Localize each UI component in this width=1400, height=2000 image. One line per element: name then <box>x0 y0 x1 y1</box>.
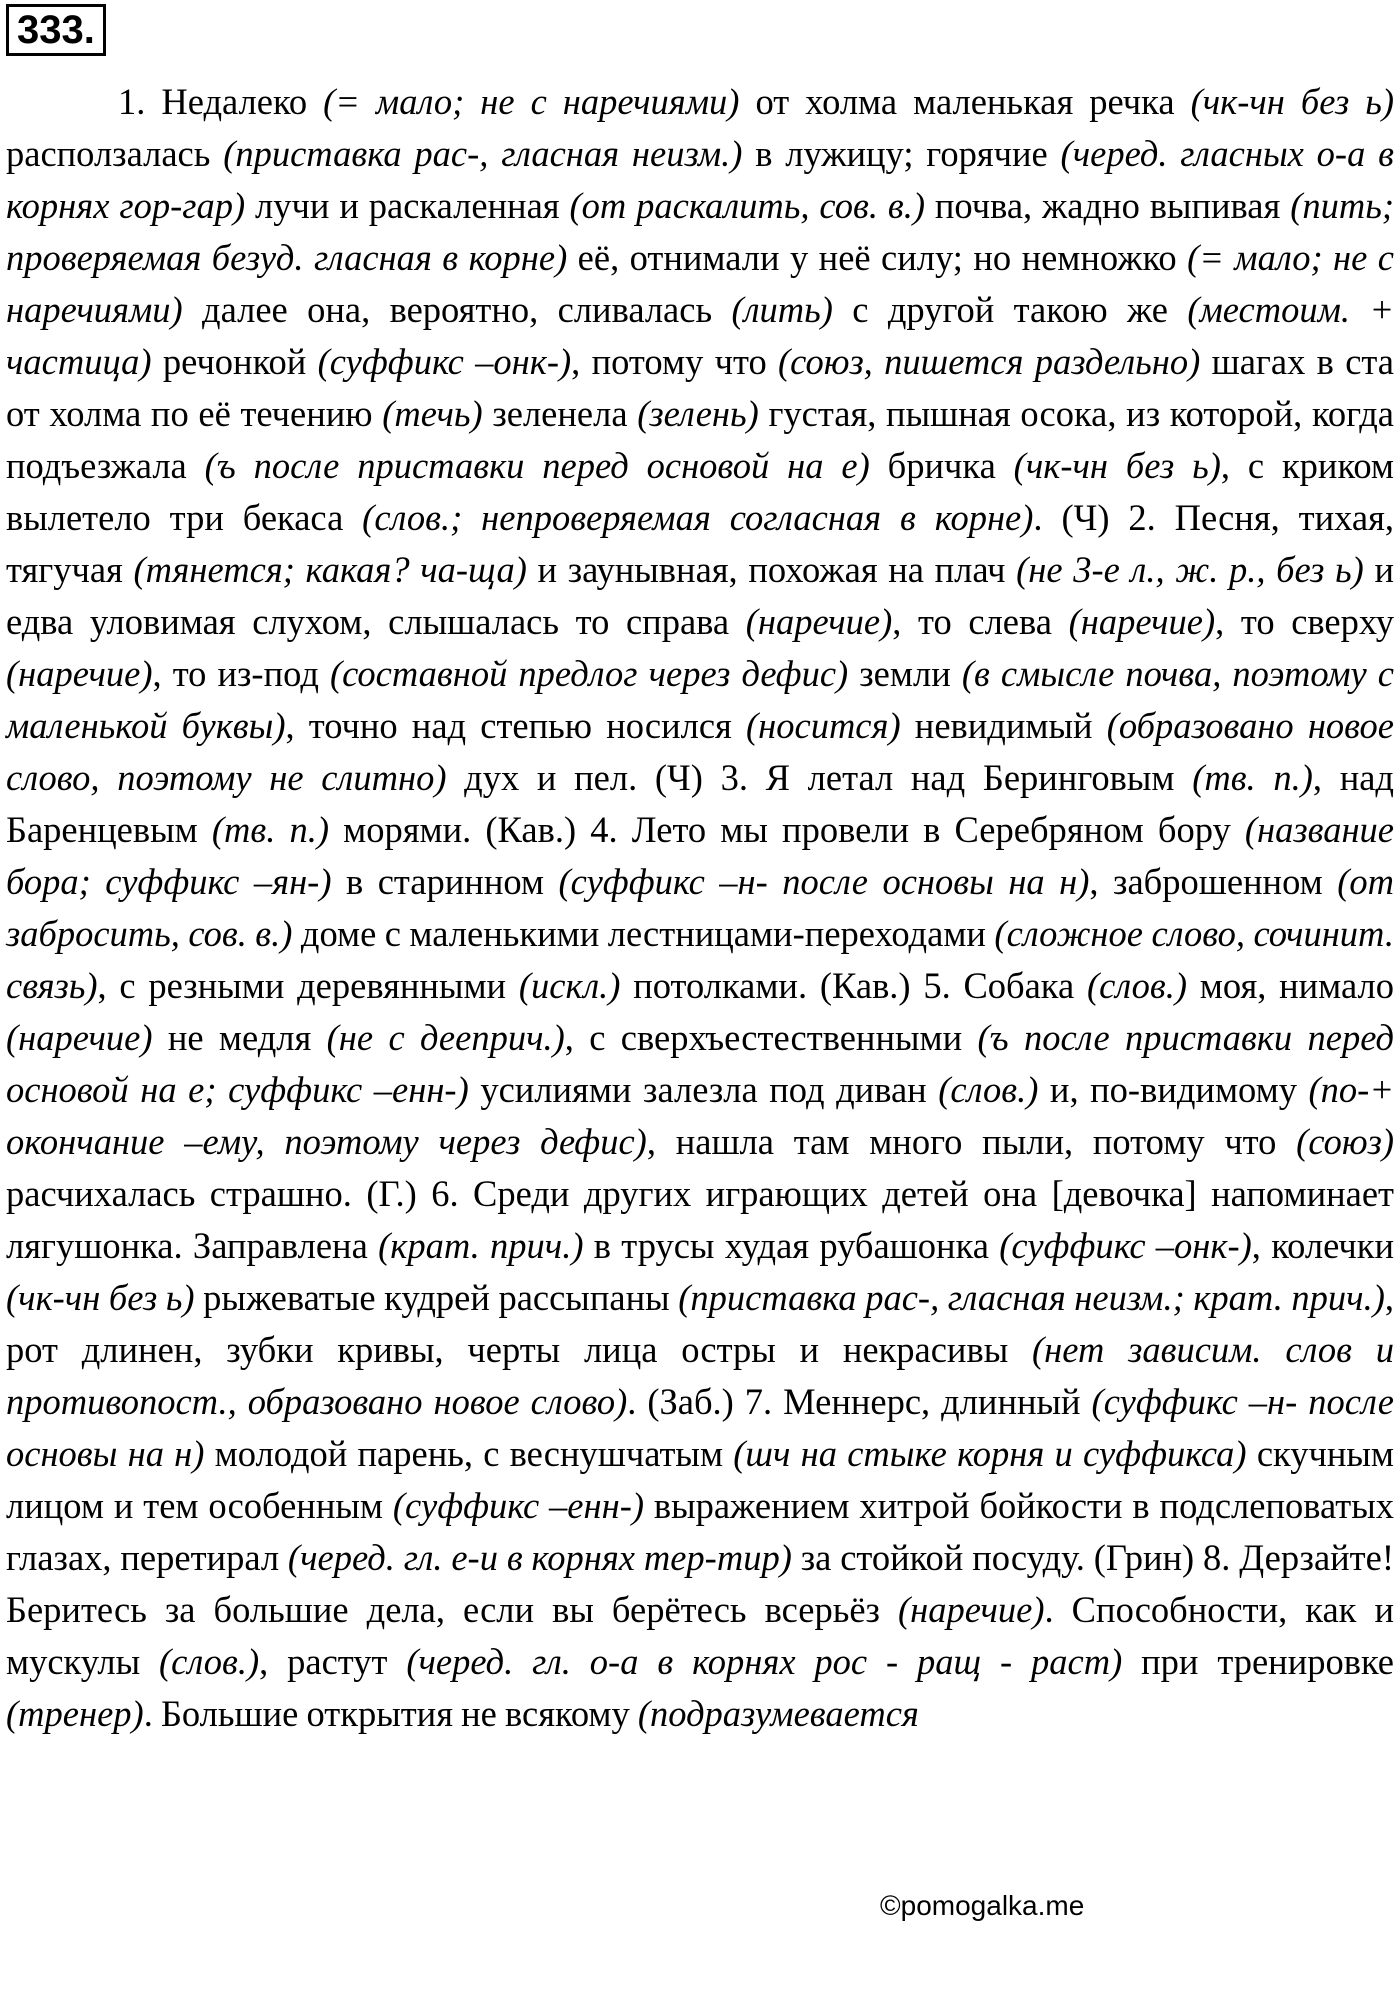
comment: (тянется; какая? ча-ща) <box>133 549 527 590</box>
comment: (не с дееприч.) <box>326 1017 565 1058</box>
exercise-number: 333. <box>6 4 106 56</box>
exercise-text: 1. Недалеко (= мало; не с наречиями) от холма маленькая речка (чк-чн без ь) расползалась (приставка рас-, гласная неизм.) в лужицу; горячие (черед. гласных о-а в корнях гор-гар) лучи и раскаленная (от раскалить, сов. в.) почва, жадно выпивая (пить; проверяемая безуд. гласная в корне) её, отнимали у неё силу; но немножко (= мало; не с наречиями) далее она, вероятно, сливалась (лить) с другой такою же (местоим. + частица) речонкой (суффикс –онк-), потому что (союз, пишется раздельно) шагах в ста от холма по её течению (течь) зеленела (зелень) густая, пышная осока, из которой, когда подъезжала (ъ после приставки перед основой на е) бричка (чк-чн без ь), с криком вылетело три бекаса (слов.; непроверяемая согласная в корне). (Ч) 2. Песня, тихая, тягучая (тянется; какая? ча-ща) и заунывная, похожая на плач (не 3-е л., ж. р., без ь) и едва уловимая слухом, слышалась то справа (наречие), то слева (наречие), то сверху (наречие), то из-под (составной предлог через дефис) земли (в смысле почва, поэтому с маленькой буквы), точно над степью носился (носится) невидимый (образовано новое слово, поэтому не слитно) дух и пел. (Ч) 3. Я летал над Беринговым (тв. п.), над Баренцевым (тв. п.) морями. (Кав.) 4. Лето мы провели в Серебряном бору (название бора; суффикс –ян-) в старинном (суффикс –н- после основы на н), заброшенном (от забросить, сов. в.) доме с маленькими лестницами-переходами (сложное слово, сочинит. связь), с резными деревянными (искл.) потолками. (Кав.) 5. Собака (слов.) моя, нимало (наречие) не медля (не с дееприч.), с сверхъестественными (ъ после приставки перед основой на е; суффикс –енн-) усилиями залезла под диван (слов.) и, по-видимому (по-+ окончание –ему, поэтому через дефис), нашла там много пыли, потому что (союз) расчихалась страшно. (Г.) 6. Среди других играющих детей она [девочка] напоминает лягушонка. Заправлена (крат. прич.) в трусы худая рубашонка (суффикс –онк-), колечки (чк-чн без ь) рыжеватые кудрей рассыпаны (приставка рас-, гласная неизм.; крат. прич.), рот длинен, зубки кривы, черты лица остры и некрасивы (нет зависим. слов и противопост., образовано новое слово). (Заб.) 7. Меннерс, длинный (суффикс –н- после основы на н) молодой парень, с веснушчатым (шч на стыке корня и суффикса) скучным лицом и тем особенным (суффикс –енн-) выражением хитрой бойкости в подслеповатых глазах, перетирал (черед. гл. е-и в корнях тер-тир) за стойкой посуду. (Грин) 8. Дерзайте! Беритесь за большие дела, если вы берётесь всерьёз (наречие). Способности, как и мускулы (слов.), растут (черед. гл. о-а в корнях рос - ращ - раст) при тренировке (тренер). Большие открытия не всякому (подразумевается <box>6 81 1395 1734</box>
comment: (приставка рас-, гласная неизм.) <box>223 133 743 174</box>
comment: (наречие) <box>745 601 893 642</box>
comment: (черед. гл. о-а в корнях рос - ращ - раст) <box>406 1641 1123 1682</box>
comment: (чк-чн без ь) <box>6 1277 195 1318</box>
comment: (подразумевается <box>637 1693 919 1734</box>
comment: (ъ после приставки перед основой на е) <box>204 445 870 486</box>
comment: (течь) <box>382 393 483 434</box>
comment: (черед. гласных о-а в корнях гор-гар) <box>6 133 1394 226</box>
comment: (искл.) <box>518 965 621 1006</box>
comment: (наречие) <box>6 1017 153 1058</box>
comment: (суффикс –н- после основы на н) <box>558 861 1090 902</box>
comment: (название бора; суффикс –ян-) <box>6 809 1394 902</box>
comment: (шч на стыке корня и суффикса) <box>733 1433 1247 1474</box>
comment: (слов.) <box>159 1641 260 1682</box>
comment: (слов.; непроверяемая согласная в корне) <box>362 497 1034 538</box>
comment: (образовано новое слово, поэтому не слитно) <box>6 705 1394 798</box>
comment: (наречие) <box>898 1589 1045 1630</box>
comment: (суффикс –н- после основы на н) <box>6 1381 1394 1474</box>
comment: (суффикс –онк-) <box>317 341 572 382</box>
comment: (от забросить, сов. в.) <box>6 861 1394 954</box>
comment: (сложное слово, сочинит. связь) <box>6 913 1394 1006</box>
comment: (по-+ окончание –ему, поэтому через дефис) <box>6 1069 1394 1162</box>
comment: (составной предлог через дефис) <box>329 653 849 694</box>
comment: (нет зависим. слов и противопост., образовано новое слово) <box>6 1329 1394 1422</box>
comment: (чк-чн без ь) <box>1013 445 1221 486</box>
comment: (приставка рас-, гласная неизм.; крат. прич.) <box>678 1277 1385 1318</box>
comment: (ъ после приставки перед основой на е; суффикс –енн-) <box>6 1017 1394 1110</box>
comment: (зелень) <box>637 393 759 434</box>
comment: (тв. п.) <box>211 809 329 850</box>
comment: (слов.) <box>938 1069 1039 1110</box>
comment: (носится) <box>745 705 901 746</box>
comment: (= мало; не с наречиями) <box>323 81 740 122</box>
comment: (союз, пишется раздельно) <box>778 341 1201 382</box>
comment: (чк-чн без ь) <box>1190 81 1394 122</box>
comment: (суффикс –онк-) <box>999 1225 1252 1266</box>
comment: (тренер) <box>6 1693 144 1734</box>
comment: (в смысле почва, поэтому с маленькой буквы) <box>6 653 1394 746</box>
comment: (тв. п.) <box>1192 757 1313 798</box>
comment: (= мало; не с наречиями) <box>6 237 1395 330</box>
comment: (местоим. + частица) <box>6 289 1394 382</box>
comment: (не 3-е л., ж. р., без ь) <box>1016 549 1364 590</box>
comment: (союз) <box>1296 1121 1394 1162</box>
watermark: ©pomogalka.me <box>880 1890 1085 1921</box>
comment: (лить) <box>731 289 833 330</box>
comment: (суффикс –енн-) <box>392 1485 645 1526</box>
comment: (слов.) <box>1086 965 1188 1006</box>
comment: (крат. прич.) <box>378 1225 584 1266</box>
comment: (наречие) <box>1068 601 1216 642</box>
comment: (наречие) <box>6 653 153 694</box>
comment: (от раскалить, сов. в.) <box>569 185 925 226</box>
comment: (пить; проверяемая безуд. гласная в корне) <box>6 185 1394 278</box>
comment: (черед. гл. е-и в корнях тер-тир) <box>287 1537 792 1578</box>
